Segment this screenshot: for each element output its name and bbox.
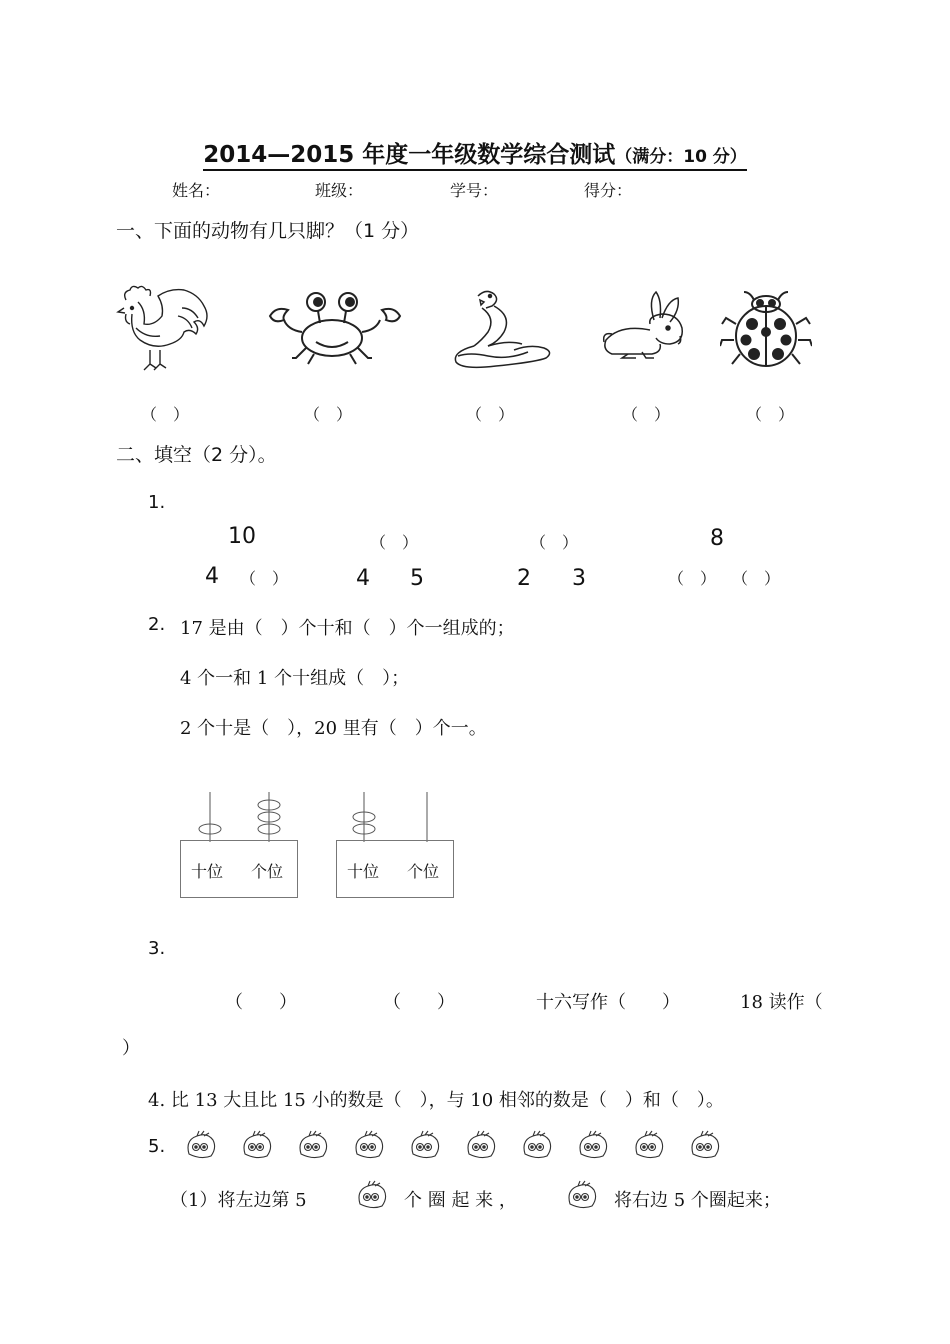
q2-line1: 17 是由（ ）个十和（ ）个一组成的； (180, 618, 515, 639)
chick-row (183, 1130, 743, 1160)
q3-label: 3. (148, 938, 166, 959)
rabbit-icon (598, 290, 690, 362)
q1-label: 1. (148, 492, 166, 513)
q3-write: 十六写作（ ） (536, 992, 680, 1013)
abacus-2-frame (336, 840, 454, 898)
abacus-1 (180, 790, 298, 898)
q1-group1-top: 10 (228, 524, 256, 549)
q1-group3-left: 2 (517, 566, 531, 591)
chick-icon[interactable] (519, 1130, 555, 1160)
q1-group3-right: 3 (572, 566, 586, 591)
snake-icon (448, 286, 552, 372)
ladybug-legs-blank[interactable]: （ ） (746, 405, 795, 424)
rabbit-legs-blank[interactable]: （ ） (622, 405, 671, 424)
abacus-2-rods (336, 790, 454, 842)
abacus-1-rods (180, 790, 298, 842)
crab-icon (262, 290, 408, 368)
q5-sub1-b: 个 圈 起 来 ， (404, 1190, 517, 1211)
chick-icon[interactable] (631, 1130, 667, 1160)
q1-group1-left: 4 (205, 564, 219, 589)
abacus-2-tens-label: 十位 (347, 862, 380, 881)
chick-icon[interactable] (575, 1130, 611, 1160)
ladybug-icon (720, 288, 812, 372)
abacus-2 (336, 790, 454, 898)
q1-group2-right: 5 (410, 566, 424, 591)
q5-sub1-c: 将右边 5 个圈起来； (614, 1190, 781, 1211)
q1-group4-right[interactable]: （ ） (732, 569, 781, 588)
name-label: 姓名： (172, 181, 221, 200)
page-title (0, 136, 950, 169)
chick-icon[interactable] (463, 1130, 499, 1160)
abacus-2-ones-label: 个位 (407, 862, 440, 881)
q3-read: 18 读作（ (740, 992, 823, 1013)
q2-line2: 4 个一和 1 个十组成（ ）； (180, 668, 410, 689)
q3-blank1[interactable]: （ ） (225, 992, 297, 1013)
snake-legs-blank[interactable]: （ ） (466, 405, 515, 424)
abacus-1-tens-label: 十位 (191, 862, 224, 881)
abacus-1-ones-label: 个位 (251, 862, 284, 881)
chick-icon[interactable] (351, 1130, 387, 1160)
title-score-note: （满分：10 分） (615, 147, 747, 167)
rooster-icon (112, 282, 230, 374)
rooster-legs-blank[interactable]: （ ） (141, 405, 190, 424)
q1-group2-top[interactable]: （ ） (370, 533, 419, 552)
chick-icon[interactable] (239, 1130, 275, 1160)
q4-text: 4. 比 13 大且比 15 小的数是（ ），与 10 相邻的数是（ ）和（ ）。 (148, 1090, 724, 1111)
q1-group3-top[interactable]: （ ） (530, 533, 579, 552)
q2-line3: 2 个十是（ ），20 里有（ ）个一。 (180, 718, 487, 739)
score-label: 得分： (584, 181, 633, 200)
crab-legs-blank[interactable]: （ ） (304, 405, 353, 424)
q1-group4-top: 8 (710, 526, 724, 551)
abacus-1-frame (180, 840, 298, 898)
class-label: 班级： (315, 181, 364, 200)
q1-group1-right[interactable]: （ ） (240, 569, 289, 588)
chick-icon[interactable] (183, 1130, 219, 1160)
title-main: 2014—2015 年度一年级数学综合测试 (203, 142, 616, 168)
q2-label: 2. (148, 614, 166, 635)
q1-group2-left: 4 (356, 566, 370, 591)
chick-icon (354, 1180, 390, 1210)
section2-heading: 二、填空（2 分）。 (116, 444, 277, 466)
chick-icon[interactable] (407, 1130, 443, 1160)
section1-heading: 一、下面的动物有几只脚？（1 分） (116, 220, 420, 242)
q3-read-close: ） (122, 1038, 140, 1059)
q1-group4-left[interactable]: （ ） (668, 569, 717, 588)
student-no-label: 学号： (450, 181, 499, 200)
chick-icon (564, 1180, 600, 1210)
chick-icon[interactable] (687, 1130, 723, 1160)
q5-sub1-a: （1）将左边第 5 (170, 1190, 307, 1211)
chick-icon[interactable] (295, 1130, 331, 1160)
q5-label: 5. (148, 1136, 166, 1157)
q3-blank2[interactable]: （ ） (383, 992, 455, 1013)
